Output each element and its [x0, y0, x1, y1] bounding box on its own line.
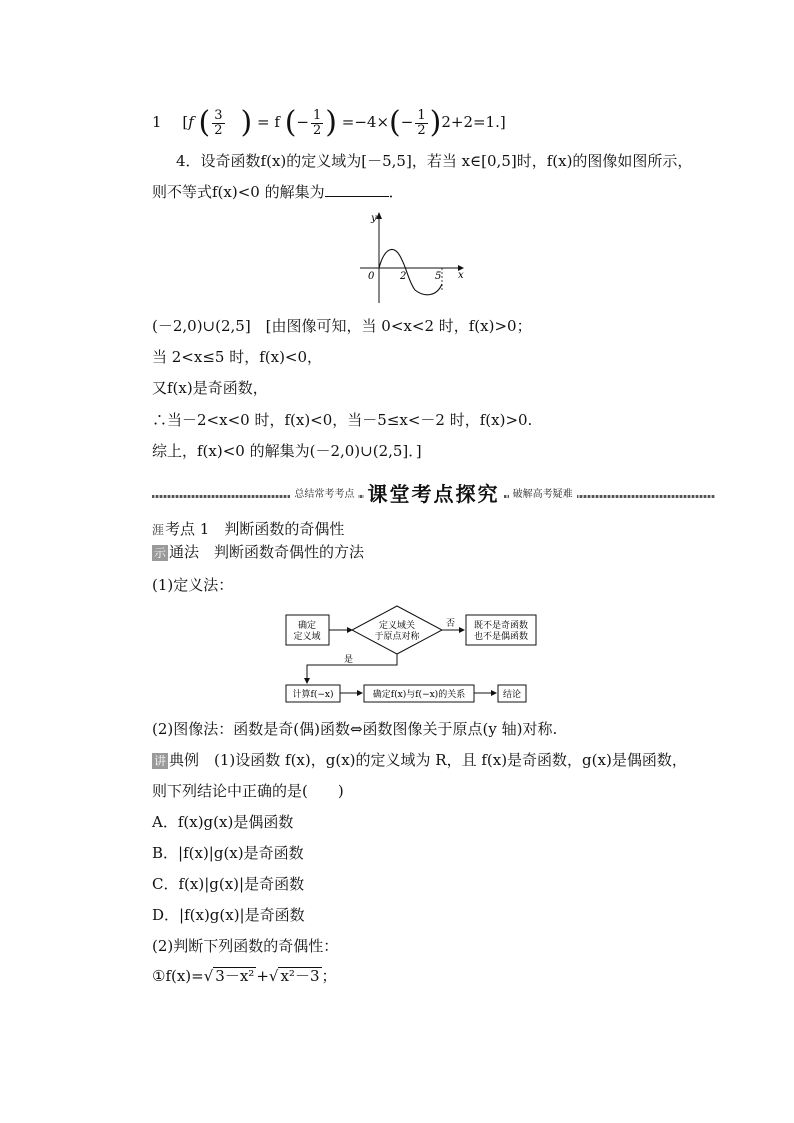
flowchart: [280, 603, 550, 707]
option-d: D．|f(x)g(x)|是奇函数: [152, 906, 305, 924]
definition-method-label: (1)定义法：: [152, 576, 234, 594]
x-axis-label: x: [458, 270, 464, 281]
tick-label-5: 5: [435, 271, 442, 282]
tick-label-2: 2: [400, 271, 407, 282]
graph-method-line: (2)图像法：函数是奇(偶)函数⇔函数图像关于原点(y 轴)对称.: [152, 720, 558, 738]
option-a: A．f(x)g(x)是偶函数: [152, 813, 294, 831]
option-b: B．|f(x)|g(x)是奇函数: [152, 844, 304, 862]
method-heading: 示 通法 判断函数奇偶性的方法: [154, 543, 365, 561]
keypoint-tag: 涯: [152, 523, 165, 537]
y-axis-label: y: [371, 213, 377, 224]
prev-answer-tail: 2+2=1.]: [441, 113, 506, 131]
example-line2: 则下列结论中正确的是( ): [152, 782, 344, 800]
part2-line: (2)判断下列函数的奇偶性：: [152, 937, 339, 955]
fraction-1-2-a: $\frac{1}{2}$: [313, 107, 322, 138]
svg-text:结论: 结论: [502, 690, 522, 700]
question-4-line2: 则不等式f(x)<0 的解集为 ．: [152, 183, 404, 201]
svg-text:计算f(−x): 计算f(−x): [292, 690, 334, 700]
svg-text:于原点对称: 于原点对称: [374, 632, 420, 642]
question-4-line1: 4．设奇函数f(x)的定义域为[－5,5]，若当 x∈[0,5]时，f(x)的图像如图所示，: [176, 152, 693, 170]
y-axis-arrow: [376, 212, 382, 219]
origin-label: 0: [368, 271, 375, 282]
svg-text:确定: 确定: [297, 621, 317, 631]
svg-text:也不是偶函数: 也不是偶函数: [473, 632, 529, 642]
svg-text:定义域: 定义域: [293, 632, 321, 642]
banner-left-text: 总结常考考点: [290, 489, 358, 500]
svg-text:既不是奇函数: 既不是奇函数: [473, 621, 529, 631]
solution-line1: (－2,0)∪(2,5] [由图像可知，当 0<x<2 时，f(x)>0；: [152, 317, 532, 335]
svg-text:确定f(x)与f(−x)的关系: 确定f(x)与f(−x)的关系: [372, 690, 466, 700]
option-c: C．f(x)|g(x)|是奇函数: [152, 875, 305, 893]
fraction-3-2: $\frac{3}{2}$: [214, 107, 223, 138]
banner-title: 课堂考点探究: [364, 482, 504, 506]
keypoint-heading: 涯考点 1 判断函数的奇偶性: [152, 520, 345, 538]
fraction-1-2-b: $\frac{1}{2}$: [417, 107, 426, 138]
solution-line4: ∴当－2<x<0 时，f(x)<0，当－5≤x<－2 时，f(x)>0.: [152, 411, 533, 429]
equals-f: = f: [257, 113, 280, 131]
method-tag: 示: [154, 546, 167, 560]
section-banner: [152, 478, 715, 504]
sqrt-3-minus-x2: 3－x²: [215, 967, 255, 985]
solution-line2: 当 2<x≤5 时，f(x)<0，: [152, 348, 323, 366]
prev-answer-number: 1: [152, 113, 162, 131]
equals-minus-4: =−4×: [341, 113, 390, 131]
prev-answer-line: 1 [f ( $\frac{3}{2}$ ) = f (− $\frac{1}{2}$ ) =−4×(− $\frac{1}{2}$ )2+2=1.]: [152, 105, 506, 140]
no-label: 否: [446, 619, 456, 629]
func-f: f: [188, 113, 194, 131]
svg-text:定义域关: 定义域关: [378, 621, 416, 631]
solution-line5: 综上，f(x)<0 的解集为(－2,0)∪(2,5]．]: [152, 442, 422, 460]
sqrt-x2-minus-3: x²－3: [280, 967, 320, 985]
answer-blank: [325, 182, 389, 197]
example-tag: 讲: [154, 754, 167, 768]
function-graph: [355, 208, 475, 308]
banner-right-text: 破解高考疑难: [509, 489, 577, 500]
yes-label: 是: [344, 655, 354, 665]
function-curve: [379, 250, 442, 295]
solution-line3: 又f(x)是奇函数，: [152, 379, 268, 397]
item1-line: ①f(x)=√ 3－x² +√ x²－3 ；: [152, 967, 337, 985]
example-line1: 讲 典例 (1)设函数 f(x)，g(x)的定义域为 R，且 f(x)是奇函数，g(x)是偶函数，: [154, 751, 687, 769]
